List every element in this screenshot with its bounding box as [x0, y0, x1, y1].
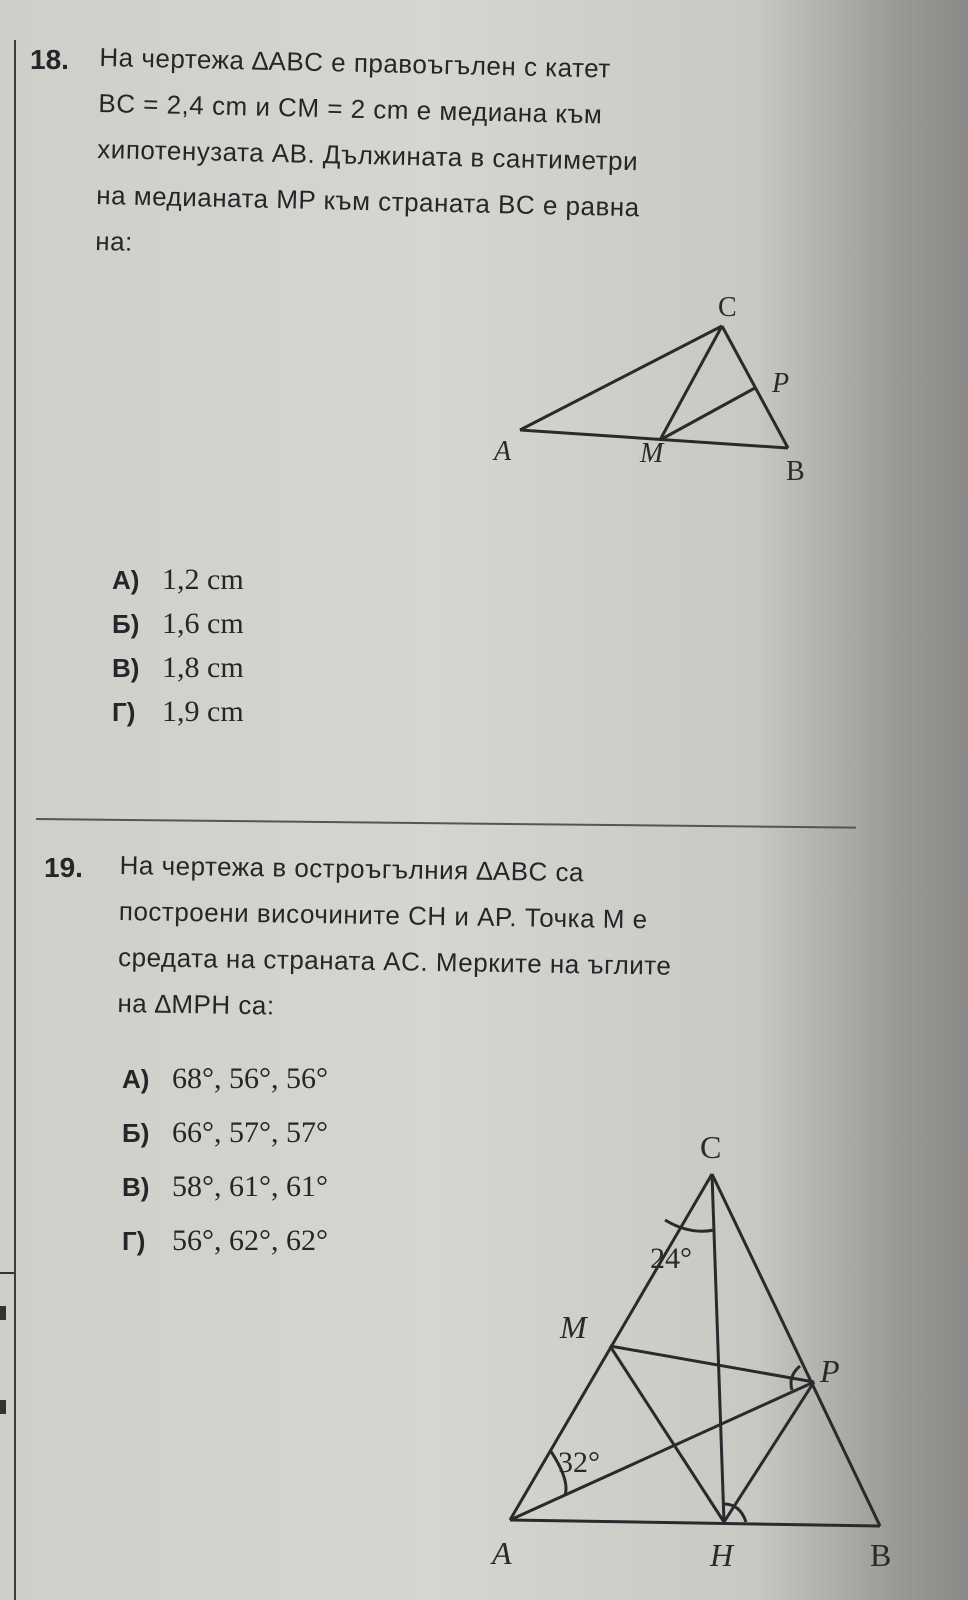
problem-19-line-1: На чертежа в остроъгълния ∆ABC са — [119, 849, 585, 888]
answer-value: 68°, 56°, 56° — [172, 1062, 328, 1095]
label-C: C — [700, 1129, 722, 1165]
segment-MP — [610, 1346, 814, 1382]
problem-19-line-4: на ∆MPH са: — [117, 987, 275, 1021]
answer-value: 56°, 62°, 62° — [172, 1224, 328, 1257]
problem-19-answers — [122, 1052, 328, 1268]
problem-18-line-3: хипотенузата AB. Дължината в сантиметри — [97, 133, 639, 177]
problem-18-line-1: На чертежа ∆ABC е правоъгълен с катет — [99, 41, 612, 84]
angle-arc-C — [665, 1220, 714, 1231]
label-H: H — [710, 1537, 734, 1573]
label-A: A — [494, 436, 512, 467]
problem-19-line-2: построени височините CH и AP. Точка M е — [118, 895, 648, 935]
answer-option[interactable] — [122, 1052, 328, 1106]
answer-label: В) — [112, 653, 140, 683]
answer-value: 1,8 cm — [162, 651, 244, 684]
side-AC — [520, 326, 722, 430]
answer-value: 58°, 61°, 61° — [172, 1170, 328, 1203]
margin-mark — [0, 1306, 6, 1320]
answer-label: Г) — [112, 697, 136, 727]
problem-19-line-3: средата на страната AC. Мерките на ъглите — [117, 941, 672, 981]
label-C: C — [718, 292, 737, 323]
answer-value: 66°, 57°, 57° — [172, 1116, 328, 1149]
problem-18-line-2: BC = 2,4 cm и CM = 2 cm е медиана към — [98, 87, 603, 130]
label-B: B — [870, 1537, 892, 1573]
answer-label: В) — [122, 1172, 150, 1202]
problem-18-number: 18. — [30, 44, 69, 75]
answer-option[interactable] — [112, 690, 244, 734]
answer-label: А) — [122, 1064, 150, 1094]
answer-value: 1,2 cm — [162, 563, 244, 596]
problem-18-line-5: на: — [94, 225, 134, 257]
problem-19-figure — [470, 1120, 940, 1600]
answer-label: Г) — [122, 1226, 146, 1256]
page-margin-rule — [14, 40, 16, 1600]
label-B: B — [786, 456, 805, 487]
altitude-CH — [712, 1174, 724, 1522]
label-P: P — [772, 368, 790, 399]
problem-18-line-4: на медианата MP към страната BC е равна — [96, 179, 640, 223]
angle-label-A: 32° — [558, 1446, 600, 1479]
margin-mark — [0, 1400, 6, 1414]
segment-MH — [610, 1346, 724, 1522]
answer-option[interactable] — [112, 558, 244, 602]
problem-19-number: 19. — [44, 852, 83, 883]
side-CB — [712, 1174, 880, 1526]
answer-label: Б) — [122, 1118, 150, 1148]
answer-label: Б) — [112, 609, 140, 639]
answer-option[interactable] — [122, 1214, 328, 1268]
answer-label: А) — [112, 565, 140, 595]
label-A: A — [492, 1535, 512, 1571]
problem-19-text — [117, 842, 840, 1037]
label-M: M — [640, 438, 664, 469]
answer-option[interactable] — [122, 1160, 328, 1214]
answer-option[interactable] — [122, 1106, 328, 1160]
problem-18-text — [95, 34, 800, 280]
label-P: P — [820, 1353, 840, 1389]
label-M: M — [560, 1309, 587, 1345]
angle-label-C: 24° — [650, 1242, 692, 1275]
answer-value: 1,9 cm — [162, 695, 244, 728]
side-AB — [510, 1520, 880, 1526]
answer-option[interactable] — [112, 602, 244, 646]
problem-divider — [36, 818, 856, 829]
problem-18-answers — [112, 558, 244, 734]
problem-18-figure — [480, 290, 840, 500]
answer-option[interactable] — [112, 646, 244, 690]
answer-value: 1,6 cm — [162, 607, 244, 640]
margin-mark — [0, 1272, 14, 1274]
